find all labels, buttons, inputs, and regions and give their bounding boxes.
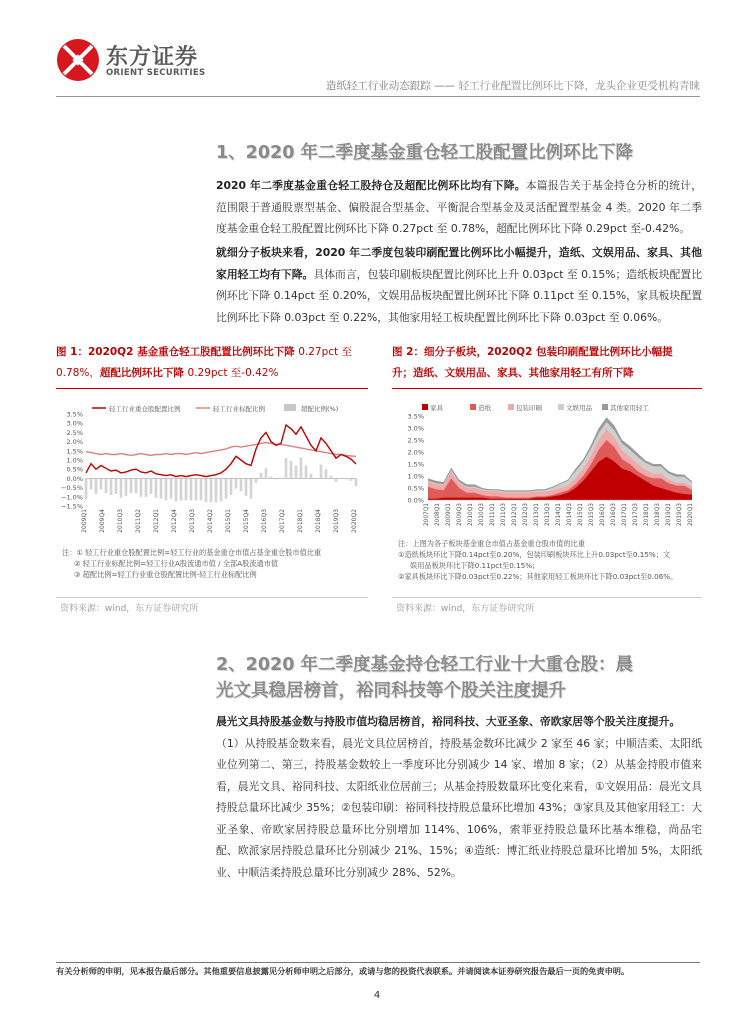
figure2-notes	[398, 538, 702, 582]
section2-title-line-1: 2、2020 年二季度基金持仓轻工行业十大重仓股：晨	[216, 655, 633, 675]
figure1-title-part-d: 超配比例环比下降	[99, 367, 188, 379]
figure1-title-part-a: 图 1：2020Q2 基金重仓轻工股配置比例环比下降	[56, 346, 299, 358]
over-allocation-bar	[230, 478, 233, 495]
x-tick-label: 2012Q3	[523, 503, 529, 527]
figure1-title-part-c: 0.78%，	[56, 367, 100, 379]
over-allocation-bar	[275, 478, 278, 479]
figure1-note-1: 注：① 轻工行业重仓股配置比例=轻工行业的基金重仓市值占基金重仓股市值比重	[62, 548, 322, 557]
figure1-source: 资料来源：wind，东方证券研究所	[60, 604, 199, 614]
x-tick-label: 2016Q3	[261, 509, 268, 533]
y-tick-label: 3.5%	[407, 412, 424, 421]
x-tick-label: 2016Q3	[611, 503, 617, 527]
over-allocation-bar	[335, 478, 338, 482]
legend-swatch-3	[558, 404, 564, 410]
y-tick-label: 1.5%	[407, 460, 424, 469]
over-allocation-bar	[115, 478, 118, 494]
x-tick-label: 2019Q1	[666, 503, 672, 527]
figure1-note-3: ③ 超配比例=轻工行业重仓股配置比例-轻工行业标配比例	[74, 570, 257, 579]
over-allocation-bar	[95, 478, 98, 494]
over-allocation-bar	[255, 478, 258, 483]
over-allocation-bar	[150, 478, 153, 494]
over-allocation-bar	[330, 476, 333, 479]
y-tick-label: 1.5%	[66, 447, 83, 456]
x-tick-label: 2018Q4	[315, 509, 322, 533]
y-tick-label: 0.5%	[66, 465, 83, 474]
over-allocation-bar	[155, 478, 158, 497]
x-tick-label: 2008Q1	[435, 503, 441, 527]
legend-swatch-1	[470, 404, 476, 410]
legend-label-2: 超配比例(%)	[301, 405, 339, 413]
over-allocation-bar	[300, 457, 303, 478]
figure1-chart	[56, 398, 368, 546]
x-tick-label: 2019Q3	[677, 503, 683, 527]
page-header	[0, 0, 754, 100]
over-allocation-bar	[215, 478, 218, 502]
x-tick-label: 2011Q1	[490, 503, 496, 527]
x-tick-label: 2007Q1	[424, 503, 430, 527]
over-allocation-bar	[180, 478, 183, 500]
footer-disclaimer: 有关分析师的申明，见本报告最后部分。其他重要信息披露见分析师申明之后部分，或请与您的投资代表联系。并请阅读本证券研究报告最后一页的免责申明。	[56, 966, 630, 976]
over-allocation-bar	[200, 478, 203, 500]
section1-p2-lead: 就细分子板块来看，2020 年二季度包装印刷配置比例环比小幅提升，造纸、文娱用品、家具、其他家用轻工均有下降。	[216, 246, 702, 281]
over-allocation-bar	[185, 478, 188, 500]
over-allocation-bar	[270, 477, 273, 479]
x-tick-label: 2009Q1	[81, 509, 88, 533]
section1-p1-lead: 2020 年二季度基金重仓轻工股持仓及超配比例环比均有下降。	[216, 179, 526, 192]
y-tick-label: 1.0%	[407, 472, 424, 481]
legend-label-2: 包装印刷	[516, 404, 542, 412]
figure2-title	[392, 342, 702, 384]
logo-text-cn: 东方证券	[106, 45, 199, 70]
footer-divider	[56, 962, 700, 963]
x-tick-label: 2014Q2	[207, 509, 214, 533]
over-allocation-bar	[345, 478, 348, 479]
figure2-note-2: ①造纸板块环比下降0.14pct至0.20%，包装印刷板块环比上升0.03pct至0.15%；文	[398, 550, 671, 559]
x-tick-label: 2013Q1	[534, 503, 540, 527]
section1-paragraph-2	[216, 242, 702, 328]
x-tick-label: 2017Q3	[633, 503, 639, 527]
section2-p1-body: （1）从持股基金数来看，晨光文具位居榜首，持股基金数环比减少 2 家至 46 家；中顺洁柔、太阳纸业位列第二、第三，持股基金数较上一季度环比分别减少 14 家、增加 8 家；（2）从基金持股市值来看，晨光文具、裕同科技、太阳纸业位居前三；从基金持股数量环比变化来看，①文娱用品：晨光文具持股总量环比减少 35%；②包装印刷：裕同科技持股总量环比增加 43%；③家具及其他家用轻工：大亚圣象、帝欧家居持股总量环比分别增加 114%、106%，索菲亚持股总量环比基本维稳，尚品宅配、欧派家居持股总量环比分别减少 21%、15%；④造纸：博汇纸业持股总量环比增加 5%，太阳纸业、中顺洁柔持股总量环比分别减少 28%、52%。	[216, 736, 702, 879]
x-tick-label: 2010Q3	[117, 509, 124, 533]
x-tick-label: 2009Q3	[457, 503, 463, 527]
y-tick-label: 2.0%	[407, 448, 424, 457]
x-tick-label: 2016Q1	[600, 503, 606, 527]
over-allocation-bar	[120, 478, 123, 497]
over-allocation-bar	[290, 461, 293, 478]
over-allocation-bar	[250, 478, 253, 498]
legend-swatch-4	[602, 404, 608, 410]
y-tick-label: 2.5%	[407, 436, 424, 445]
y-tick-label: −0.5%	[61, 484, 83, 493]
section2-paragraph-1	[216, 711, 702, 883]
x-tick-label: 2012Q1	[153, 509, 160, 533]
over-allocation-bar	[85, 478, 88, 499]
header-caption-head: 造纸轻工行业动态跟踪 ——	[325, 80, 459, 92]
x-tick-label: 2013Q3	[189, 509, 196, 533]
x-tick-label: 2010Q3	[479, 503, 485, 527]
header-divider	[56, 96, 700, 97]
x-tick-label: 2010Q1	[468, 503, 474, 527]
y-tick-label: 3.0%	[407, 424, 424, 433]
y-tick-label: 0.0%	[407, 496, 424, 505]
over-allocation-bar	[190, 478, 193, 500]
figure1-rule	[56, 388, 368, 389]
x-tick-label: 2009Q1	[446, 503, 452, 527]
over-allocation-bar	[110, 478, 113, 495]
over-allocation-bar	[165, 478, 168, 500]
figure2-title-line-1: 图 2：细分子板块，2020Q2 包装印刷配置比例环比小幅提	[392, 346, 673, 358]
y-tick-label: −1.5%	[61, 502, 83, 511]
over-allocation-bar	[170, 478, 173, 498]
over-allocation-bar	[195, 478, 198, 500]
figure1-note-2: ② 轻工行业标配比例=轻工行业A股流通市值 / 全部A股流通市值	[74, 559, 279, 568]
figure2-title-line-2: 升；造纸、文娱用品、家具、其他家用轻工有所下降	[392, 367, 634, 379]
legend-label-4: 其他家用轻工	[610, 404, 649, 412]
section2-title-line-2: 光文具稳居榜首，裕同科技等个股关注度提升	[216, 681, 566, 701]
x-tick-label: 2020Q1	[688, 503, 694, 527]
over-allocation-bar	[325, 469, 328, 478]
over-allocation-bar	[90, 478, 93, 489]
legend-label-1: 轻工行业标配比例	[213, 405, 265, 413]
section2-title	[216, 652, 633, 704]
y-tick-label: 2.0%	[66, 438, 83, 447]
y-tick-label: 3.0%	[66, 419, 83, 428]
over-allocation-bar	[175, 478, 178, 501]
figure1-source-divider	[56, 597, 368, 598]
x-tick-label: 2012Q1	[512, 503, 518, 527]
x-tick-label: 2017Q2	[279, 509, 286, 533]
x-tick-label: 2018Q1	[297, 509, 304, 533]
figure1-notes	[62, 547, 362, 580]
logo-text-en: ORIENT SECURITIES	[106, 68, 206, 78]
x-tick-label: 2017Q1	[622, 503, 628, 527]
over-allocation-bar	[285, 458, 288, 478]
company-logo	[56, 38, 216, 86]
over-allocation-bar	[235, 478, 238, 488]
over-allocation-bar	[355, 478, 358, 486]
x-tick-label: 2011Q3	[501, 503, 507, 527]
x-tick-label: 2014Q1	[556, 503, 562, 527]
figure2-note-4: ②家具板块环比下降0.03pct至0.22%；其他家用轻工板块环比下降0.03pct至0.06%。	[398, 572, 678, 581]
x-tick-label: 2012Q4	[171, 509, 178, 533]
figure2-note-3: 娱用品板块环比下降0.11pct至0.15%；	[410, 561, 540, 570]
section1-title: 1、2020 年二季度基金重仓轻工股配置比例环比下降	[216, 143, 633, 163]
y-tick-label: 0.0%	[66, 474, 83, 483]
over-allocation-bar	[265, 468, 268, 478]
over-allocation-bar	[140, 478, 143, 496]
logo-mark-icon	[56, 38, 100, 82]
over-allocation-bar	[310, 474, 313, 479]
legend-label-0: 家具	[430, 404, 443, 412]
legend-swatch-2	[284, 404, 296, 411]
over-allocation-bar	[210, 478, 213, 502]
over-allocation-bar	[350, 478, 353, 480]
y-tick-label: 0.5%	[407, 484, 424, 493]
legend-label-3: 文娱用品	[566, 404, 592, 412]
over-allocation-bar	[225, 478, 228, 498]
figure2-chart	[392, 398, 702, 536]
x-tick-label: 2011Q2	[135, 509, 142, 533]
section1-p1-body: 本篇报告关于基金持仓分析的统计，范围限于普通股票型基金、偏股混合型基金、平衡混合型基金及灵活配置型基金 4 类。2020 年二季度基金重仓轻工股配置比例环比下降 0.27pct 至 0.78%，超配比例环比下降 0.29pct 至-0.42%。	[216, 179, 702, 235]
figure1-title-part-b: 0.27pct 至	[298, 346, 353, 358]
section2-p1-lead: 晨光文具持股基金数与持股市值均稳居榜首，裕同科技、大亚圣象、帝欧家居等个股关注度提升。	[216, 715, 681, 728]
legend-label-0: 轻工行业重仓股配置比例	[109, 405, 181, 413]
x-tick-label: 2018Q3	[655, 503, 661, 527]
over-allocation-bar	[245, 478, 248, 495]
header-caption-tail: 轻工行业配置比例环比下降，龙头企业更受机构青睐	[458, 80, 700, 92]
figure2-source: 资料来源：wind，东方证券研究所	[396, 604, 535, 614]
over-allocation-bar	[125, 478, 128, 495]
x-tick-label: 2015Q1	[578, 503, 584, 527]
y-tick-label: −1.0%	[61, 493, 83, 502]
figure1-title-part-e: 0.29pct 至-0.42%	[187, 367, 279, 379]
x-tick-label: 2019Q3	[333, 509, 340, 533]
x-tick-label: 2015Q3	[589, 503, 595, 527]
x-tick-label: 2014Q3	[567, 503, 573, 527]
section1-p2-body: 具体而言，包装印刷板块配置比例环比上升 0.03pct 至 0.15%；造纸板块配置比例环比下降 0.14pct 至 0.20%，文娱用品板块配置比例环比下降 0.11pct 至 0.15%，家具板块配置比例环比下降 0.03pct 至 0.22%，其他家用轻工板块配置比例环比下降 0.03pct 至 0.06%。	[216, 267, 703, 324]
over-allocation-bar	[295, 466, 298, 479]
over-allocation-bar	[160, 478, 163, 498]
over-allocation-bar	[320, 465, 323, 479]
figure2-source-divider	[392, 597, 702, 598]
over-allocation-bar	[130, 478, 133, 493]
x-tick-label: 2009Q4	[99, 509, 106, 533]
figure1-title	[56, 342, 368, 384]
over-allocation-bar	[305, 466, 308, 479]
holding-allocation-line	[86, 425, 356, 477]
figure2-note-1: 注：上图为各子板块基金重仓市值占基金重仓股市值的比重	[398, 539, 585, 548]
over-allocation-bar	[220, 478, 223, 501]
section1-paragraph-1	[216, 175, 702, 240]
figure2-rule	[392, 388, 702, 389]
x-tick-label: 2015Q4	[243, 509, 250, 533]
over-allocation-bar	[260, 473, 263, 479]
over-allocation-bar	[135, 478, 138, 493]
over-allocation-bar	[240, 478, 243, 491]
legend-label-1: 造纸	[478, 404, 491, 412]
x-tick-label: 2020Q2	[351, 509, 358, 533]
legend-swatch-0	[422, 404, 428, 410]
x-tick-label: 2018Q1	[644, 503, 650, 527]
over-allocation-bar	[205, 478, 208, 502]
x-tick-label: 2015Q1	[225, 509, 232, 533]
y-tick-label: 2.5%	[66, 428, 83, 437]
page-number: 4	[373, 990, 381, 1001]
over-allocation-bar	[280, 477, 283, 478]
legend-swatch-2	[508, 404, 514, 410]
header-caption	[326, 78, 700, 93]
over-allocation-bar	[100, 478, 103, 489]
y-tick-label: 3.5%	[66, 410, 83, 419]
y-tick-label: 1.0%	[66, 456, 83, 465]
x-tick-label: 2013Q3	[545, 503, 551, 527]
over-allocation-bar	[105, 478, 108, 493]
over-allocation-bar	[145, 478, 148, 496]
